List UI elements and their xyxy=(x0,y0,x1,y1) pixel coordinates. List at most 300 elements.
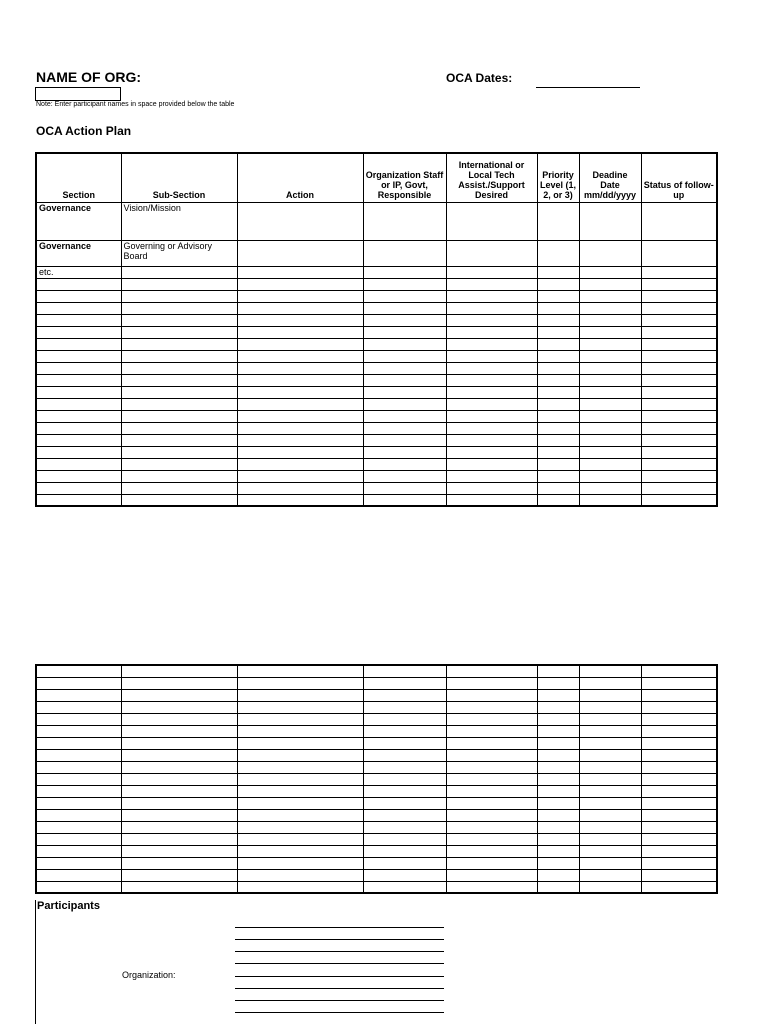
table-cell[interactable] xyxy=(446,398,537,410)
table-cell[interactable] xyxy=(446,338,537,350)
cell-responsible[interactable] xyxy=(363,266,446,278)
table-cell[interactable] xyxy=(641,881,717,893)
table-cell[interactable] xyxy=(237,374,363,386)
table-cell[interactable] xyxy=(537,482,579,494)
table-cell[interactable] xyxy=(237,446,363,458)
table-cell[interactable] xyxy=(363,869,446,881)
table-cell[interactable] xyxy=(641,833,717,845)
table-cell[interactable] xyxy=(36,410,121,422)
table-cell[interactable] xyxy=(121,458,237,470)
table-cell[interactable] xyxy=(121,665,237,677)
table-cell[interactable] xyxy=(579,833,641,845)
table-cell[interactable] xyxy=(363,797,446,809)
table-cell[interactable] xyxy=(237,845,363,857)
cell-tech-assist[interactable] xyxy=(446,202,537,240)
table-cell[interactable] xyxy=(363,338,446,350)
table-cell[interactable] xyxy=(446,494,537,506)
table-cell[interactable] xyxy=(537,434,579,446)
table-cell[interactable] xyxy=(641,797,717,809)
cell-tech-assist[interactable] xyxy=(446,266,537,278)
table-cell[interactable] xyxy=(36,314,121,326)
table-cell[interactable] xyxy=(363,410,446,422)
table-cell[interactable] xyxy=(579,665,641,677)
table-cell[interactable] xyxy=(237,833,363,845)
table-cell[interactable] xyxy=(363,689,446,701)
table-cell[interactable] xyxy=(537,374,579,386)
table-cell[interactable] xyxy=(446,761,537,773)
table-cell[interactable] xyxy=(579,482,641,494)
table-cell[interactable] xyxy=(537,302,579,314)
table-cell[interactable] xyxy=(121,434,237,446)
table-cell[interactable] xyxy=(537,314,579,326)
table-cell[interactable] xyxy=(579,302,641,314)
table-cell[interactable] xyxy=(579,494,641,506)
table-cell[interactable] xyxy=(237,338,363,350)
table-cell[interactable] xyxy=(641,773,717,785)
table-cell[interactable] xyxy=(363,725,446,737)
table-cell[interactable] xyxy=(641,689,717,701)
table-cell[interactable] xyxy=(537,701,579,713)
table-cell[interactable] xyxy=(363,881,446,893)
table-cell[interactable] xyxy=(121,809,237,821)
table-cell[interactable] xyxy=(121,302,237,314)
table-cell[interactable] xyxy=(537,362,579,374)
table-cell[interactable] xyxy=(579,737,641,749)
table-cell[interactable] xyxy=(641,821,717,833)
table-cell[interactable] xyxy=(121,701,237,713)
table-cell[interactable] xyxy=(641,434,717,446)
cell-status[interactable] xyxy=(641,202,717,240)
table-cell[interactable] xyxy=(579,845,641,857)
table-cell[interactable] xyxy=(36,422,121,434)
table-cell[interactable] xyxy=(237,386,363,398)
table-cell[interactable] xyxy=(446,785,537,797)
participant-name-line[interactable] xyxy=(235,951,444,952)
table-cell[interactable] xyxy=(579,857,641,869)
table-cell[interactable] xyxy=(641,302,717,314)
table-cell[interactable] xyxy=(641,761,717,773)
table-cell[interactable] xyxy=(537,689,579,701)
table-cell[interactable] xyxy=(36,701,121,713)
table-cell[interactable] xyxy=(237,737,363,749)
table-cell[interactable] xyxy=(446,290,537,302)
table-cell[interactable] xyxy=(121,821,237,833)
table-cell[interactable] xyxy=(446,833,537,845)
table-cell[interactable] xyxy=(237,434,363,446)
table-cell[interactable] xyxy=(363,398,446,410)
table-cell[interactable] xyxy=(363,302,446,314)
table-cell[interactable] xyxy=(121,326,237,338)
table-cell[interactable] xyxy=(446,665,537,677)
table-cell[interactable] xyxy=(237,713,363,725)
table-cell[interactable] xyxy=(579,809,641,821)
table-cell[interactable] xyxy=(363,845,446,857)
table-cell[interactable] xyxy=(579,362,641,374)
table-cell[interactable] xyxy=(36,773,121,785)
table-cell[interactable] xyxy=(579,785,641,797)
table-cell[interactable] xyxy=(363,374,446,386)
table-cell[interactable] xyxy=(237,290,363,302)
table-cell[interactable] xyxy=(121,410,237,422)
table-cell[interactable] xyxy=(641,386,717,398)
table-cell[interactable] xyxy=(579,278,641,290)
table-cell[interactable] xyxy=(537,494,579,506)
table-cell[interactable] xyxy=(641,422,717,434)
table-cell[interactable] xyxy=(36,362,121,374)
table-cell[interactable] xyxy=(537,869,579,881)
table-cell[interactable] xyxy=(121,338,237,350)
table-cell[interactable] xyxy=(237,689,363,701)
table-cell[interactable] xyxy=(641,278,717,290)
table-cell[interactable] xyxy=(36,470,121,482)
table-cell[interactable] xyxy=(36,494,121,506)
table-cell[interactable] xyxy=(446,689,537,701)
table-cell[interactable] xyxy=(446,410,537,422)
table-cell[interactable] xyxy=(446,350,537,362)
cell-status[interactable] xyxy=(641,266,717,278)
table-cell[interactable] xyxy=(641,869,717,881)
table-cell[interactable] xyxy=(121,857,237,869)
table-cell[interactable] xyxy=(446,701,537,713)
table-cell[interactable] xyxy=(121,470,237,482)
table-cell[interactable] xyxy=(579,410,641,422)
table-cell[interactable] xyxy=(641,326,717,338)
table-cell[interactable] xyxy=(36,869,121,881)
table-cell[interactable] xyxy=(237,725,363,737)
table-cell[interactable] xyxy=(641,470,717,482)
table-cell[interactable] xyxy=(537,470,579,482)
table-cell[interactable] xyxy=(36,326,121,338)
table-cell[interactable] xyxy=(579,821,641,833)
table-cell[interactable] xyxy=(537,398,579,410)
cell-deadline[interactable] xyxy=(579,202,641,240)
table-cell[interactable] xyxy=(537,350,579,362)
table-cell[interactable] xyxy=(237,458,363,470)
table-cell[interactable] xyxy=(446,857,537,869)
table-cell[interactable] xyxy=(641,482,717,494)
table-cell[interactable] xyxy=(237,314,363,326)
table-cell[interactable] xyxy=(121,482,237,494)
table-cell[interactable] xyxy=(446,434,537,446)
table-cell[interactable] xyxy=(537,386,579,398)
table-cell[interactable] xyxy=(36,290,121,302)
table-cell[interactable] xyxy=(579,869,641,881)
cell-action[interactable] xyxy=(237,202,363,240)
table-cell[interactable] xyxy=(363,857,446,869)
table-cell[interactable] xyxy=(537,797,579,809)
table-cell[interactable] xyxy=(446,470,537,482)
table-cell[interactable] xyxy=(121,689,237,701)
table-cell[interactable] xyxy=(446,374,537,386)
participant-name-line[interactable] xyxy=(235,939,444,940)
table-cell[interactable] xyxy=(237,302,363,314)
table-cell[interactable] xyxy=(641,737,717,749)
table-cell[interactable] xyxy=(446,797,537,809)
table-cell[interactable] xyxy=(363,665,446,677)
table-cell[interactable] xyxy=(237,410,363,422)
participant-name-line[interactable] xyxy=(235,976,444,977)
table-cell[interactable] xyxy=(446,446,537,458)
cell-priority[interactable] xyxy=(537,266,579,278)
table-cell[interactable] xyxy=(36,857,121,869)
table-cell[interactable] xyxy=(237,797,363,809)
table-cell[interactable] xyxy=(36,845,121,857)
table-cell[interactable] xyxy=(579,689,641,701)
table-cell[interactable] xyxy=(446,725,537,737)
table-cell[interactable] xyxy=(446,677,537,689)
table-cell[interactable] xyxy=(36,881,121,893)
table-cell[interactable] xyxy=(36,386,121,398)
table-cell[interactable] xyxy=(579,470,641,482)
table-cell[interactable] xyxy=(446,749,537,761)
table-cell[interactable] xyxy=(641,398,717,410)
cell-deadline[interactable] xyxy=(579,240,641,266)
table-cell[interactable] xyxy=(121,833,237,845)
table-cell[interactable] xyxy=(446,482,537,494)
table-cell[interactable] xyxy=(237,869,363,881)
table-cell[interactable] xyxy=(446,845,537,857)
table-cell[interactable] xyxy=(363,785,446,797)
table-cell[interactable] xyxy=(237,677,363,689)
table-cell[interactable] xyxy=(237,350,363,362)
table-cell[interactable] xyxy=(237,362,363,374)
cell-responsible[interactable] xyxy=(363,202,446,240)
participant-name-line[interactable] xyxy=(235,1000,444,1001)
table-cell[interactable] xyxy=(537,881,579,893)
table-cell[interactable] xyxy=(363,278,446,290)
table-cell[interactable] xyxy=(641,713,717,725)
table-cell[interactable] xyxy=(36,338,121,350)
table-cell[interactable] xyxy=(237,881,363,893)
cell-deadline[interactable] xyxy=(579,266,641,278)
table-cell[interactable] xyxy=(641,809,717,821)
table-cell[interactable] xyxy=(121,845,237,857)
table-cell[interactable] xyxy=(579,749,641,761)
cell-section[interactable]: Governance xyxy=(36,202,121,240)
table-cell[interactable] xyxy=(36,749,121,761)
table-cell[interactable] xyxy=(537,821,579,833)
table-cell[interactable] xyxy=(446,422,537,434)
table-cell[interactable] xyxy=(363,470,446,482)
table-cell[interactable] xyxy=(237,701,363,713)
table-cell[interactable] xyxy=(537,278,579,290)
table-cell[interactable] xyxy=(363,713,446,725)
cell-section[interactable]: etc. xyxy=(36,266,121,278)
table-cell[interactable] xyxy=(121,761,237,773)
table-cell[interactable] xyxy=(121,278,237,290)
table-cell[interactable] xyxy=(537,290,579,302)
table-cell[interactable] xyxy=(641,338,717,350)
table-cell[interactable] xyxy=(537,857,579,869)
table-cell[interactable] xyxy=(36,761,121,773)
table-cell[interactable] xyxy=(237,809,363,821)
table-cell[interactable] xyxy=(36,434,121,446)
table-cell[interactable] xyxy=(237,470,363,482)
table-cell[interactable] xyxy=(36,689,121,701)
table-cell[interactable] xyxy=(363,290,446,302)
table-cell[interactable] xyxy=(537,725,579,737)
participant-name-line[interactable] xyxy=(235,927,444,928)
cell-subsection[interactable] xyxy=(121,266,237,278)
table-cell[interactable] xyxy=(446,314,537,326)
table-cell[interactable] xyxy=(579,881,641,893)
table-cell[interactable] xyxy=(641,749,717,761)
table-cell[interactable] xyxy=(121,785,237,797)
table-cell[interactable] xyxy=(641,362,717,374)
table-cell[interactable] xyxy=(579,326,641,338)
table-cell[interactable] xyxy=(36,797,121,809)
cell-tech-assist[interactable] xyxy=(446,240,537,266)
table-cell[interactable] xyxy=(641,446,717,458)
table-cell[interactable] xyxy=(537,458,579,470)
table-cell[interactable] xyxy=(537,446,579,458)
cell-section[interactable]: Governance xyxy=(36,240,121,266)
table-cell[interactable] xyxy=(121,314,237,326)
table-cell[interactable] xyxy=(121,386,237,398)
table-cell[interactable] xyxy=(36,677,121,689)
table-cell[interactable] xyxy=(641,701,717,713)
table-cell[interactable] xyxy=(363,494,446,506)
table-cell[interactable] xyxy=(537,737,579,749)
table-cell[interactable] xyxy=(121,737,237,749)
table-cell[interactable] xyxy=(237,773,363,785)
table-cell[interactable] xyxy=(446,326,537,338)
table-cell[interactable] xyxy=(121,422,237,434)
cell-action[interactable] xyxy=(237,266,363,278)
table-cell[interactable] xyxy=(537,422,579,434)
table-cell[interactable] xyxy=(363,737,446,749)
participant-name-line[interactable] xyxy=(235,988,444,989)
table-cell[interactable] xyxy=(579,713,641,725)
table-cell[interactable] xyxy=(363,677,446,689)
table-cell[interactable] xyxy=(121,725,237,737)
table-cell[interactable] xyxy=(537,749,579,761)
table-cell[interactable] xyxy=(641,410,717,422)
cell-priority[interactable] xyxy=(537,202,579,240)
table-cell[interactable] xyxy=(363,761,446,773)
cell-responsible[interactable] xyxy=(363,240,446,266)
table-cell[interactable] xyxy=(579,446,641,458)
table-cell[interactable] xyxy=(641,677,717,689)
table-cell[interactable] xyxy=(537,773,579,785)
table-cell[interactable] xyxy=(579,434,641,446)
participant-name-line[interactable] xyxy=(235,1012,444,1013)
table-cell[interactable] xyxy=(363,821,446,833)
table-cell[interactable] xyxy=(363,446,446,458)
table-cell[interactable] xyxy=(579,458,641,470)
table-cell[interactable] xyxy=(579,797,641,809)
oca-dates-field[interactable] xyxy=(536,87,640,88)
table-cell[interactable] xyxy=(537,665,579,677)
table-cell[interactable] xyxy=(641,350,717,362)
table-cell[interactable] xyxy=(237,665,363,677)
table-cell[interactable] xyxy=(641,845,717,857)
table-cell[interactable] xyxy=(36,821,121,833)
table-cell[interactable] xyxy=(446,386,537,398)
table-cell[interactable] xyxy=(121,797,237,809)
table-cell[interactable] xyxy=(641,494,717,506)
table-cell[interactable] xyxy=(446,869,537,881)
table-cell[interactable] xyxy=(121,713,237,725)
table-cell[interactable] xyxy=(121,398,237,410)
table-cell[interactable] xyxy=(537,338,579,350)
table-cell[interactable] xyxy=(579,386,641,398)
table-cell[interactable] xyxy=(121,362,237,374)
table-cell[interactable] xyxy=(36,737,121,749)
table-cell[interactable] xyxy=(537,833,579,845)
table-cell[interactable] xyxy=(36,278,121,290)
table-cell[interactable] xyxy=(121,677,237,689)
table-cell[interactable] xyxy=(363,458,446,470)
table-cell[interactable] xyxy=(537,713,579,725)
table-cell[interactable] xyxy=(237,494,363,506)
table-cell[interactable] xyxy=(237,398,363,410)
cell-status[interactable] xyxy=(641,240,717,266)
table-cell[interactable] xyxy=(363,749,446,761)
table-cell[interactable] xyxy=(36,482,121,494)
table-cell[interactable] xyxy=(36,665,121,677)
table-cell[interactable] xyxy=(121,869,237,881)
table-cell[interactable] xyxy=(579,773,641,785)
table-cell[interactable] xyxy=(446,821,537,833)
table-cell[interactable] xyxy=(641,725,717,737)
cell-action[interactable] xyxy=(237,240,363,266)
table-cell[interactable] xyxy=(36,302,121,314)
table-cell[interactable] xyxy=(537,326,579,338)
table-cell[interactable] xyxy=(579,422,641,434)
table-cell[interactable] xyxy=(121,749,237,761)
table-cell[interactable] xyxy=(36,809,121,821)
table-cell[interactable] xyxy=(363,833,446,845)
table-cell[interactable] xyxy=(446,458,537,470)
table-cell[interactable] xyxy=(446,278,537,290)
table-cell[interactable] xyxy=(237,821,363,833)
table-cell[interactable] xyxy=(446,302,537,314)
participant-name-line[interactable] xyxy=(235,963,444,964)
table-cell[interactable] xyxy=(36,398,121,410)
table-cell[interactable] xyxy=(579,338,641,350)
table-cell[interactable] xyxy=(363,350,446,362)
table-cell[interactable] xyxy=(579,677,641,689)
table-cell[interactable] xyxy=(537,761,579,773)
table-cell[interactable] xyxy=(237,482,363,494)
table-cell[interactable] xyxy=(36,713,121,725)
table-cell[interactable] xyxy=(579,290,641,302)
table-cell[interactable] xyxy=(237,785,363,797)
table-cell[interactable] xyxy=(446,737,537,749)
table-cell[interactable] xyxy=(446,809,537,821)
table-cell[interactable] xyxy=(537,410,579,422)
table-cell[interactable] xyxy=(36,374,121,386)
table-cell[interactable] xyxy=(641,290,717,302)
table-cell[interactable] xyxy=(641,314,717,326)
table-cell[interactable] xyxy=(121,290,237,302)
table-cell[interactable] xyxy=(363,809,446,821)
table-cell[interactable] xyxy=(446,773,537,785)
table-cell[interactable] xyxy=(641,857,717,869)
table-cell[interactable] xyxy=(36,833,121,845)
table-cell[interactable] xyxy=(36,446,121,458)
table-cell[interactable] xyxy=(641,665,717,677)
table-cell[interactable] xyxy=(237,749,363,761)
table-cell[interactable] xyxy=(36,350,121,362)
table-cell[interactable] xyxy=(446,881,537,893)
table-cell[interactable] xyxy=(363,422,446,434)
table-cell[interactable] xyxy=(121,494,237,506)
table-cell[interactable] xyxy=(237,326,363,338)
table-cell[interactable] xyxy=(237,278,363,290)
table-cell[interactable] xyxy=(641,785,717,797)
